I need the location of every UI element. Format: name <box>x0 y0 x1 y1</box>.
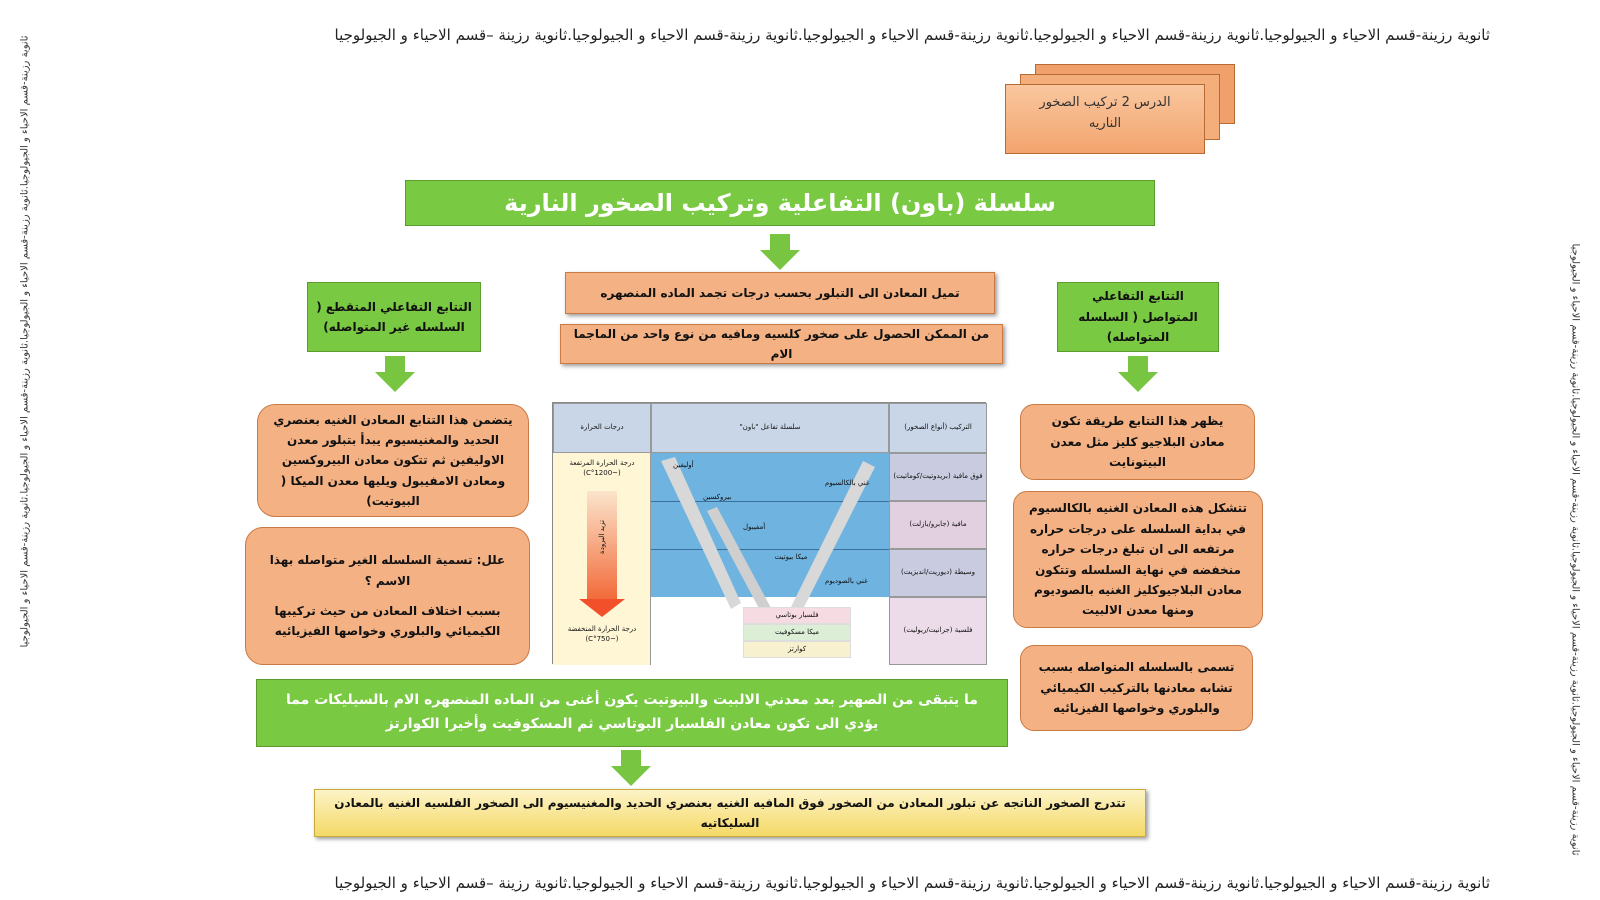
arrow-down-icon <box>611 766 651 786</box>
right-info-box-1: يظهر هذا التتابع طريقة تكون معادن البلاجيو كليز مثل معدن البيتونايت <box>1020 404 1255 480</box>
arrow-down-icon <box>1118 372 1158 392</box>
composition-row: وسيطة (ديوريت/انديزيت) <box>889 549 987 597</box>
arrow-down-icon <box>375 372 415 392</box>
cooling-arrow-icon <box>579 599 625 617</box>
header-series: سلسلة تفاعل "باون" <box>651 403 889 453</box>
page-title: سلسلة (باون) التفاعلية وتركيب الصخور النارية <box>405 180 1155 226</box>
quartz: كوارتز <box>743 641 851 658</box>
lesson-line-1: الدرس 2 تركيب الصخور <box>1039 95 1171 110</box>
na-plagioclase-label: غني بالصوديوم <box>825 577 868 585</box>
muscovite: ميكا مسكوفيت <box>743 624 851 641</box>
center-info-1: تميل المعادن الى التبلور بحسب درجات تجمد الماده المنصهره <box>565 272 995 314</box>
arrow-down-icon <box>760 250 800 270</box>
composition-row: فوق مافية (بريدوتيت/كوماتيت) <box>889 453 987 501</box>
biotite-label: ميكا بيوتيت <box>774 553 808 561</box>
lesson-line-2: الناريه <box>1088 115 1122 131</box>
composition-row: فلسية (جرانيت/ريوليت) <box>889 597 987 665</box>
left-info-box: يتضمن هذا التتابع المعادن الغنيه بعنصري الحديد والمغنيسيوم يبدأ بتبلور معدن الاوليفين ثم تتكون معادن البيروكسين ومعادن الامفيبول ويليها معدن الميكا ( البيوتيت) <box>257 404 529 517</box>
question-text: علل: تسمية السلسله الغير متواصله بهذا الاسم ؟ <box>269 553 506 588</box>
watermark-bottom: ثانوية رزينة-قسم الاحياء و الجيولوجيا.ثانوية رزينة-قسم الاحياء و الجيولوجيا.ثانوية رزينة-قسم الاحياء و الجيولوجيا.ثانوية رزينة-قسم الاحياء و الجيولوجيا.ثانوية رزينة –قسم الاحياء و الجيولوجيا <box>334 874 1490 892</box>
ca-plagioclase-label: غني بالكالسيوم <box>825 479 870 487</box>
pyroxene-label: بيروكسين <box>703 493 732 501</box>
temp-high: درجة الحرارة المرتفعة (~1200°C) <box>569 459 635 477</box>
header-composition: التركيب (أنواع الصخور) <box>889 403 987 453</box>
center-info-2: من الممكن الحصول على صخور كلسيه ومافيه من نوع واحد من الماجما الام <box>560 324 1003 364</box>
watermark-top: ثانوية رزينة-قسم الاحياء و الجيولوجيا.ثانوية رزينة-قسم الاحياء و الجيولوجيا.ثانوية رزينة-قسم الاحياء و الجيولوجيا.ثانوية رزينة-قسم الاحياء و الجيولوجيا.ثانوية رزينة –قسم الاحياء و الجيولوجيا <box>334 26 1490 44</box>
k-feldspar: فلسبار بوتاسي <box>743 607 851 624</box>
amphibole-label: أمفيبول <box>743 523 766 531</box>
answer-text: بسبب اختلاف المعادن من حيث تركيبها الكيميائي والبلوري وخواصها الفيزيائيه <box>274 604 501 639</box>
left-question-box <box>245 527 530 665</box>
bottom-summary: ما يتبقى من الصهير بعد معدني الالبيت والبيوتيت يكون أغنى من الماده المنصهره الام بالسيليكات مما يؤدي الى تكون معادن الفلسبار البوتاسي ثم المسكوفيت وأخيرا الكوارتز <box>256 679 1008 747</box>
watermark-right: ثانوية رزينة-قسم الاحياء و الجيولوجيا.ثانوية رزينة-قسم الاحياء و الجيولوجيا.ثانوية رزينة-قسم الاحياء و الجيولوجيا.ثانوية رزينة-قسم الاحياء و الجيولوجيا <box>1569 243 1581 856</box>
cooling-label: تزيد البرودة <box>598 520 606 554</box>
bowen-series-figure <box>552 402 986 664</box>
olivine-label: أوليفين <box>673 461 694 469</box>
temp-low: درجة الحرارة المنخفضة (~750°C) <box>567 625 637 643</box>
composition-row: مافية (جابرو/بازلت) <box>889 501 987 549</box>
conclusion-box: تتدرج الصخور الناتجه عن تبلور المعادن من الصخور فوق المافيه الغنيه بعنصري الحديد والمغنيسيوم الى الصخور الفلسيه الغنيه بالمعادن السليكاتيه <box>314 789 1146 837</box>
right-info-box-2: تتشكل هذه المعادن الغنيه بالكالسيوم في بداية السلسله على درجات حراره مرتفعه الى ان تبلغ درجات حراره منخفضه في نهاية السلسله وتتكون معادن البلاجيوكليز الغنيه بالصوديوم ومنها معدن الالبيت <box>1013 491 1263 628</box>
left-header: التتابع التفاعلي المتقطع ( السلسله غير المتواصله) <box>307 282 481 352</box>
lesson-card <box>1005 84 1205 154</box>
watermark-left: ثانوية رزينة-قسم الاحياء و الجيولوجيا.ثانوية رزينة-قسم الاحياء و الجيولوجيا.ثانوية رزينة-قسم الاحياء و الجيولوجيا.ثانوية رزينة-قسم الاحياء و الجيولوجيا <box>19 35 31 648</box>
right-info-box-3: تسمى بالسلسله المتواصله بسبب تشابه معادنها بالتركيب الكيميائي والبلوري وخواصها الفيزيائيه <box>1020 645 1253 731</box>
right-header: التتابع التفاعلي المتواصل ( السلسله المتواصله) <box>1057 282 1219 352</box>
header-temperature: درجات الحرارة <box>553 403 651 453</box>
